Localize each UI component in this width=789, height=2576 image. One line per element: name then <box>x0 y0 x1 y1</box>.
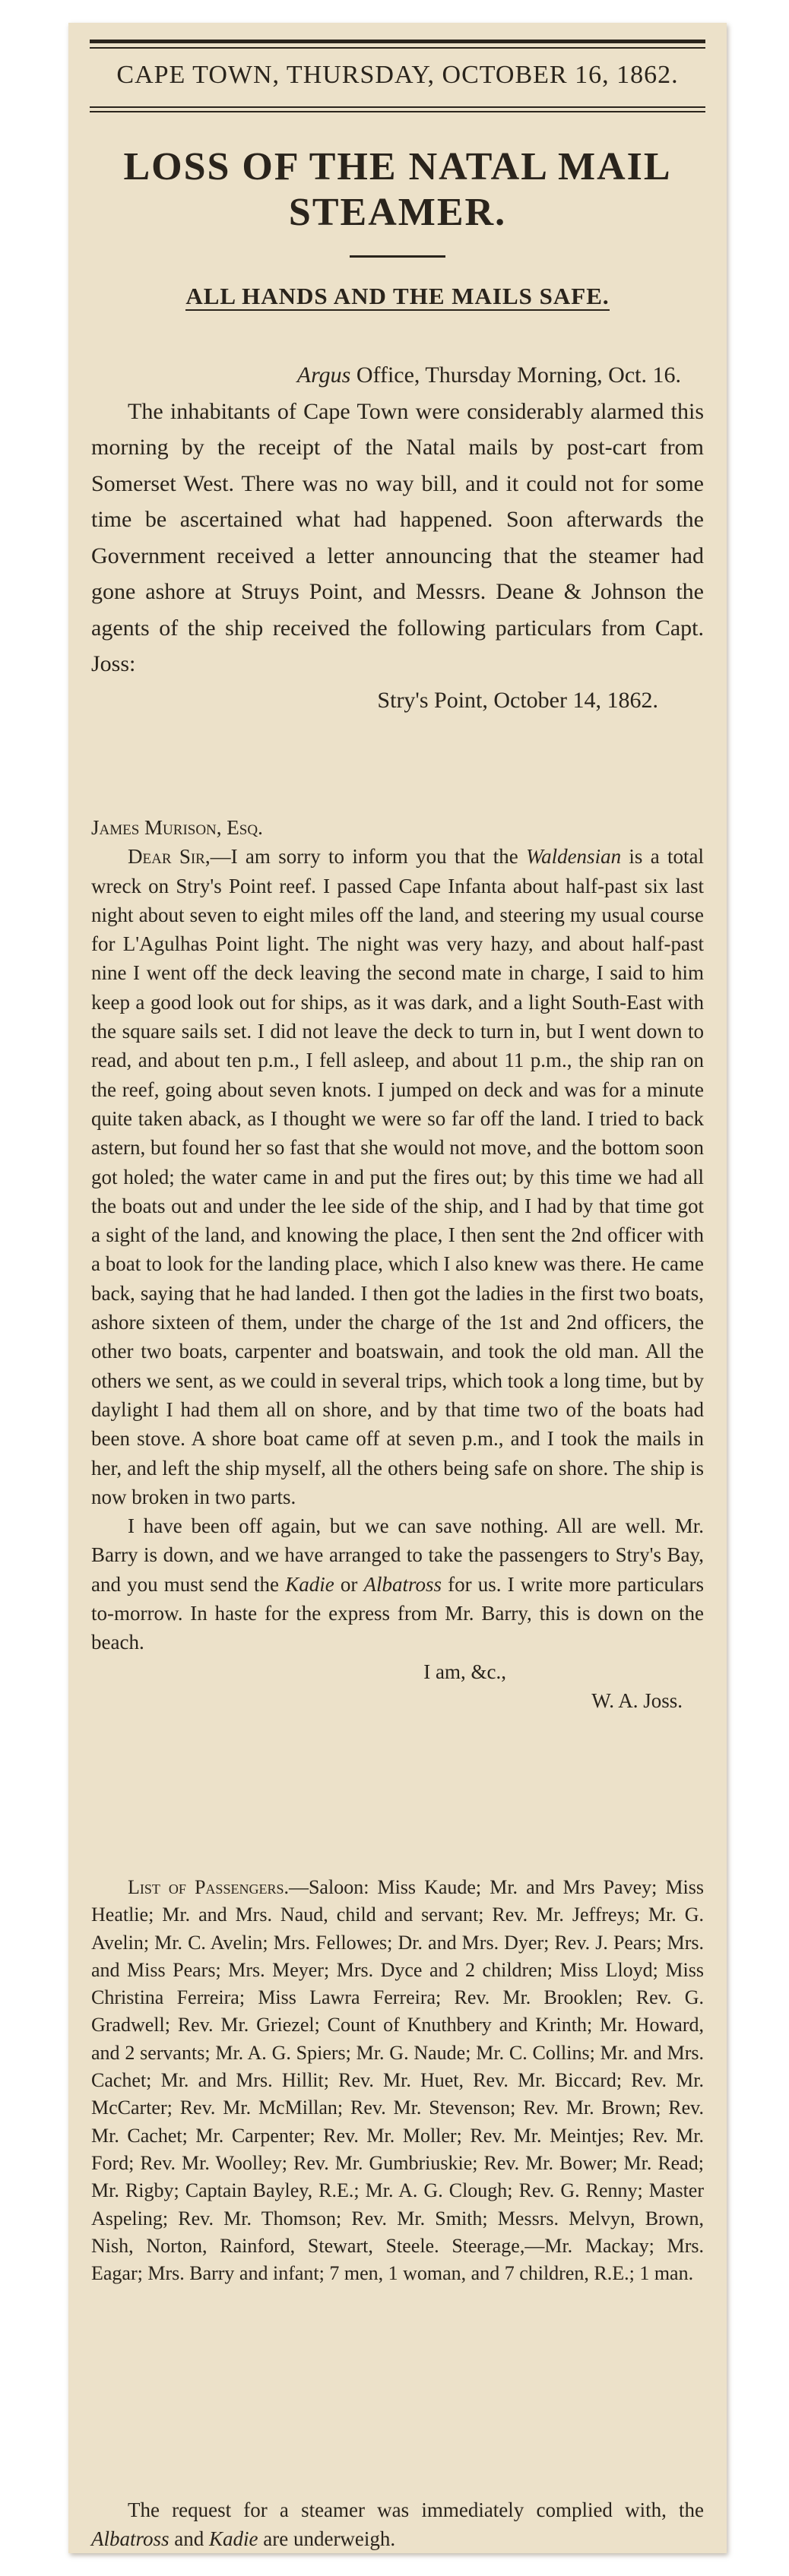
intro-section <box>91 357 704 718</box>
letter-paragraph-1: Dear Sir,—I am sorry to inform you that the Waldensian is a total wreck on Stry's Point reef. I passed Cape Infanta about half-past six last night about seven to eight miles off the land, and steering my usual course for L'Agulhas Point light. The night was very hazy, and about half-past nine I went off the deck leaving the second mate in charge, I said to him keep a good look out for ships, as it was dark, and a light South-East with the square sails set. I did not leave the deck to turn in, but I went down to read, and about ten p.m., I fell asleep, and about 11 p.m., the ship ran on the reef, going about seven knots. I jumped on deck and was for a minute quite taken aback, as I thought we were so far off the land. I tried to back astern, but found her so fast that she would not move, and the bottom soon got holed; the water came in and put the fires out; by this time we had all the boats out and under the lee side of the ship, and I had by that time got a sight of the land, and knowing the place, I then sent the 2nd officer with a boat to look for the landing place, which I also knew was there. He came back, saying that he had landed. I then got the ladies in the first two boats, ashore sixteen of them, under the charge of the 1st and 2nd officers, the other two boats, carpenter and boatswain, and took the old man. All the others we sent, as we could in several trips, which took a long time, but by daylight I had them all on shore, and by that time two of the boats had been stove. A shore boat came off at seven p.m., and I took the mails in her, and left the ship myself, all the others being safe on shore. The ship is now broken in two parts. <box>91 845 705 1508</box>
headline-divider <box>350 255 445 258</box>
closing-phrase: I am, &c., <box>423 1660 506 1683</box>
masthead-dateline: CAPE TOWN, THURSDAY, OCTOBER 16, 1862. <box>116 61 679 89</box>
headline: LOSS OF THE NATAL MAIL STEAMER. <box>123 145 672 234</box>
final-paragraph: The request for a steamer was immediately complied with, the Albatross and Kadie are underweigh. <box>91 2498 704 2550</box>
passenger-list <box>91 1874 704 2287</box>
letter-dateline: Stry's Point, October 14, 1862. <box>377 687 658 713</box>
top-rule <box>90 40 705 43</box>
newspaper-clipping <box>68 23 727 2553</box>
subheadline <box>99 283 696 310</box>
closing-section <box>91 2495 704 2553</box>
subheadline-text: ALL HANDS AND THE MAILS SAFE. <box>185 283 610 309</box>
top-rule-thin <box>90 47 705 49</box>
passenger-paragraph: List of Passengers.—Saloon: Miss Kaude; Mr. and Mrs Pavey; Miss Heatlie; Mr. and Mrs. Naud, child and servant; Rev. Mr. Jeffreys; Mr. G. Avelin; Mr. C. Avelin; Mrs. Fellowes; Dr. and Mrs. Dyer; Rev. J. Pears; Mrs. and Miss Pears; Mrs. Meyer; Mrs. Dyce and 2 children; Miss Lloyd; Miss Christina Ferreira; Miss Lawra Ferreira; Rev. Mr. Brooklen; Rev. G. Gradwell; Rev. Mr. Griezel; Count of Knuthbery and Krinth; Mr. Howard, and 2 servants; Mr. A. G. Spiers; Mr. G. Naude; Mr. C. Collins; Mr. and Mrs. Cachet; Mr. and Mrs. Hillit; Rev. Mr. Huet, Rev. Mr. Biccard; Rev. Mr. McCarter; Rev. Mr. McMillan; Rev. Mr. Stevenson; Rev. Mr. Brown; Rev. Mr. Cachet; Mr. Carpenter; Rev. Mr. Moller; Rev. Mr. Meintjes; Rev. Mr. Ford; Rev. Mr. Woolley; Rev. Mr. Gumbriuskie; Rev. Mr. Bower; Mr. Read; Mr. Rigby; Captain Bayley, R.E.; Mr. A. G. Clough; Rev. G. Renny; Master Aspeling; Rev. Mr. Thomson; Rev. Mr. Smith; Messrs. Melvyn, Brown, Nish, Norton, Rainford, Stewart, Steele. Steerage,—Mr. Mackay; Mrs. Eagar; Mrs. Barry and infant; 7 men, 1 woman, and 7 children, R.E.; 1 man. <box>91 1876 704 2285</box>
letter-paragraph-2: I have been off again, but we can save nothing. All are well. Mr. Barry is down, and we have arranged to take the passengers to Stry's Bay, and you must send the Kadie or Albatross for us. I write more particulars to-morrow. In haste for the express from Mr. Barry, this is down on the beach. <box>91 1514 704 1654</box>
intro-paragraph: The inhabitants of Cape Town were considerably alarmed this morning by the receipt of the Natal mails by post-cart from Somerset West. There was no way bill, and it could not for some time be ascertained what had happened. Soon afterwards the Government received a letter announcing that the steamer had gone ashore at Struys Point, and Messrs. Deane & Johnson the agents of the ship received the following particulars from Capt. Joss: <box>91 398 704 676</box>
dateline-rule-2 <box>90 111 705 112</box>
addressee: James Murison, Esq. <box>91 816 263 839</box>
office-line: Argus Office, Thursday Morning, Oct. 16. <box>296 362 681 388</box>
signature: W. A. Joss. <box>591 1688 683 1712</box>
letter-section <box>91 813 704 1715</box>
dateline-rule <box>90 106 705 108</box>
